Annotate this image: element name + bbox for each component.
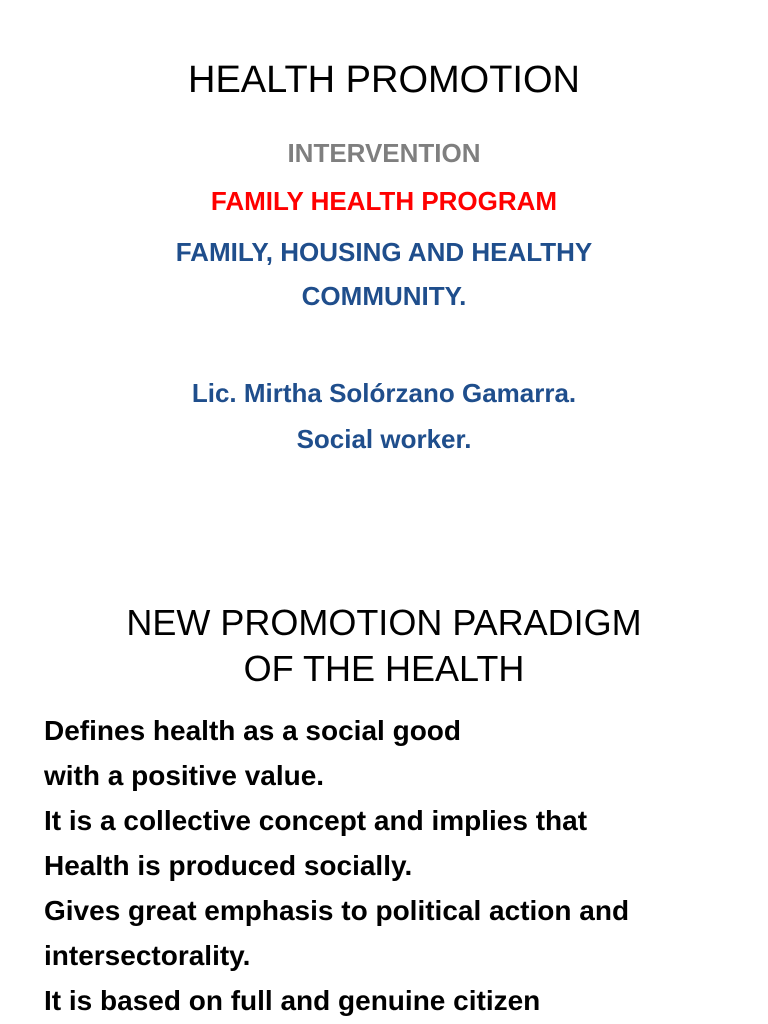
document-title: HEALTH PROMOTION: [188, 59, 580, 101]
body-line: Health is produced socially.: [44, 850, 413, 881]
body-line: Defines health as a social good: [44, 715, 462, 746]
section-title: [0, 600, 768, 692]
body-line: It is based on full and genuine citizen: [44, 985, 541, 1016]
author-role: Social worker.: [296, 424, 472, 454]
body-paragraph: [44, 708, 744, 1023]
author-name: Lic. Mirtha Solórzano Gamarra.: [191, 378, 577, 408]
program-subtitle-line-1: FAMILY, HOUSING AND HEALTHY: [175, 237, 593, 267]
section-title-line-1: NEW PROMOTION PARADIGM: [126, 602, 642, 643]
body-line: Gives great emphasis to political action and: [44, 895, 630, 926]
body-line: intersectorality.: [44, 940, 251, 971]
author-block: [0, 370, 768, 462]
section-title-line-2: OF THE HEALTH: [243, 648, 525, 689]
program-title: FAMILY HEALTH PROGRAM: [210, 186, 558, 216]
intervention-label: INTERVENTION: [287, 138, 481, 168]
program-subtitle: [0, 230, 768, 318]
body-line: with a positive value.: [44, 760, 325, 791]
body-line: It is a collective concept and implies that: [44, 805, 588, 836]
program-subtitle-line-2: COMMUNITY.: [301, 281, 467, 311]
